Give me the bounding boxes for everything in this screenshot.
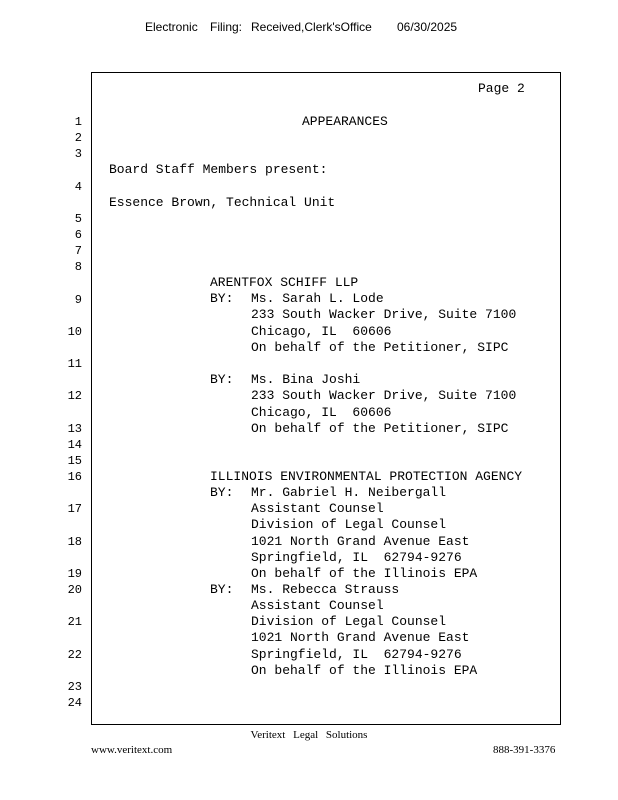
appearances-heading: APPEARANCES — [302, 114, 388, 129]
line-number: 9 — [74, 293, 82, 307]
footer-phone: 888-391-3376 — [493, 744, 556, 756]
attorney-address: 233 South Wacker Drive, Suite 7100 — [251, 388, 517, 403]
line-number: 7 — [74, 244, 82, 258]
line-number: 19 — [67, 567, 82, 581]
filing-word-filing: Filing: — [210, 20, 243, 34]
attorney-city: Chicago, IL 60606 — [251, 324, 392, 339]
by-label: BY: — [210, 582, 234, 597]
attorney-title: Assistant Counsel — [251, 598, 384, 613]
staff-member: Essence Brown, Technical Unit — [109, 195, 336, 210]
line-number: 16 — [67, 470, 82, 484]
line-number: 3 — [74, 147, 82, 161]
attorney-division: Division of Legal Counsel — [251, 517, 447, 532]
attorney-name: Ms. Bina Joshi — [251, 372, 361, 387]
attorney-behalf: On behalf of the Petitioner, SIPC — [251, 340, 509, 355]
agency-name: ILLINOIS ENVIRONMENTAL PROTECTION AGENCY — [210, 469, 523, 484]
line-number: 5 — [74, 212, 82, 226]
attorney-address: 1021 North Grand Avenue East — [251, 534, 470, 549]
attorney-name: Ms. Rebecca Strauss — [251, 582, 400, 597]
line-number: 1 — [74, 115, 82, 129]
line-number: 22 — [67, 648, 82, 662]
line-number: 21 — [67, 615, 82, 629]
line-number: 4 — [74, 180, 82, 194]
staff-heading: Board Staff Members present: — [109, 162, 328, 177]
line-number: 6 — [74, 228, 82, 242]
attorney-behalf: On behalf of the Illinois EPA — [251, 663, 478, 678]
attorney-city: Springfield, IL 62794-9276 — [251, 550, 462, 565]
line-number: 13 — [67, 422, 82, 436]
line-number: 10 — [67, 325, 82, 339]
footer-website: www.veritext.com — [91, 744, 173, 756]
line-number: 11 — [67, 357, 82, 371]
line-number: 14 — [67, 438, 82, 452]
attorney-behalf: On behalf of the Petitioner, SIPC — [251, 421, 509, 436]
attorney-city: Springfield, IL 62794-9276 — [251, 647, 462, 662]
attorney-address: 233 South Wacker Drive, Suite 7100 — [251, 307, 517, 322]
attorney-title: Assistant Counsel — [251, 501, 384, 516]
page-number: Page 2 — [478, 81, 525, 96]
filing-stamp — [0, 20, 618, 38]
filing-date: 06/30/2025 — [397, 20, 458, 34]
line-number: 15 — [67, 454, 82, 468]
line-number: 20 — [67, 583, 82, 597]
footer-company: Veritext Legal Solutions — [250, 729, 368, 741]
line-number: 23 — [67, 680, 82, 694]
line-number: 12 — [67, 389, 82, 403]
attorney-name: Mr. Gabriel H. Neibergall — [251, 485, 447, 500]
line-number: 17 — [67, 502, 82, 516]
line-number: 2 — [74, 131, 82, 145]
attorney-behalf: On behalf of the Illinois EPA — [251, 566, 478, 581]
firm-name: ARENTFOX SCHIFF LLP — [210, 275, 359, 290]
attorney-address: 1021 North Grand Avenue East — [251, 630, 470, 645]
attorney-city: Chicago, IL 60606 — [251, 405, 392, 420]
filing-word-electronic: Electronic — [145, 20, 198, 34]
line-number: 18 — [67, 535, 82, 549]
attorney-division: Division of Legal Counsel — [251, 614, 447, 629]
attorney-name: Ms. Sarah L. Lode — [251, 291, 384, 306]
filing-word-received: Received,Clerk'sOffice — [251, 20, 372, 34]
by-label: BY: — [210, 291, 234, 306]
line-number: 24 — [67, 696, 82, 710]
line-number: 8 — [74, 260, 82, 274]
by-label: BY: — [210, 372, 234, 387]
by-label: BY: — [210, 485, 234, 500]
